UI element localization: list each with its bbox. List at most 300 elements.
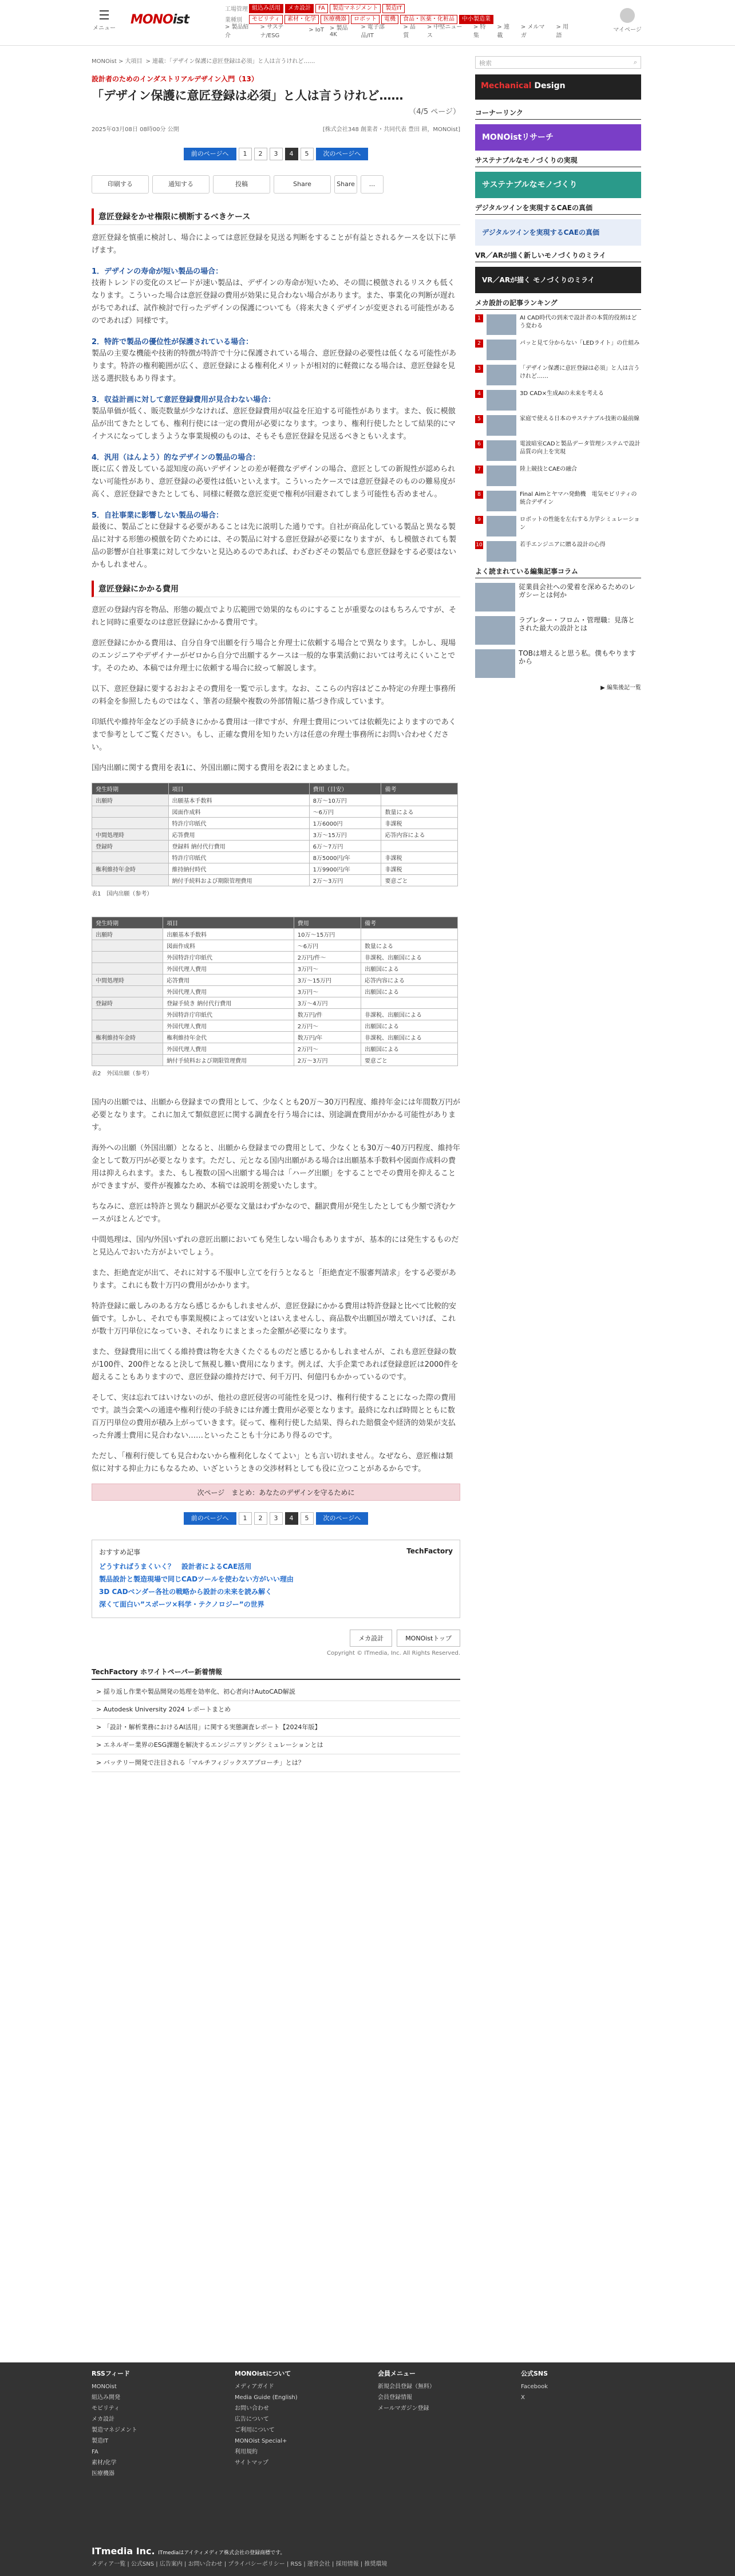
editorial-title: 従業員会社への愛着を深めるためのレガシーとは何か — [519, 583, 636, 599]
paragraph: 特許登録に厳しみのある方なら感じるかもしれませんが、意匠登録にかかる費用は特許登録と比べて比較的安価です。しかし、それでも事業規模によっては安いとはいえませんし、商品数や出願国が増えていけば、これが数十万円単位になっていき、それなりにまとまった金額が必要になります。 — [92, 1302, 457, 1336]
case-list — [92, 265, 460, 571]
footer-link[interactable]: メカ設計 — [92, 2416, 114, 2423]
table-row — [92, 1055, 458, 1066]
footer-link[interactable]: 広告について — [235, 2416, 269, 2423]
table-header: 費用 — [294, 917, 361, 929]
table-cell — [92, 1043, 163, 1055]
paragraph: ただし、「権利行使しても見合わないから権利化しなくてよい」とも言い切れません。なぜなら、意匠権は類似に対する抑止力にもなるため、いざというときの交渉材料としても役に立つことがあるからです。 — [92, 1452, 453, 1473]
table-cell: 権利維持年金時 — [92, 1032, 163, 1043]
table-cell: 納付手続料および期限管理費用 — [168, 875, 309, 886]
table-header: 備考 — [361, 917, 458, 929]
site-footer — [0, 2362, 735, 2576]
table-cell — [381, 841, 458, 852]
paragraph: 中間処理は、国内/外国いずれの意匠出願においても発生しない場合もありますが、基本的には発生するものだと見込んでおいた方がよいでしょう。 — [92, 1236, 459, 1257]
table-cell — [92, 986, 163, 997]
more-share-button[interactable]: ... — [361, 175, 384, 194]
series-label[interactable]: 設計者のためのインダストリアルデザイン入門（13） — [92, 75, 258, 83]
rank-number: 6 — [475, 440, 483, 448]
table-row — [92, 940, 458, 952]
table-cell: 3万〜15万円 — [309, 829, 381, 841]
whitepaper-link[interactable]: > エネルギー業界のESG課題を解決するエンジニアリングシミュレーションとは — [92, 1737, 460, 1754]
rank-thumbnail — [487, 314, 516, 335]
nav-link[interactable]: > 用語 — [556, 23, 568, 39]
table-row — [92, 997, 458, 1009]
rank-thumbnail — [487, 390, 516, 411]
nav-tag[interactable]: ロボット — [351, 15, 380, 24]
editorial-more-link[interactable]: ▶ 編集後記一覧 — [600, 685, 641, 691]
nav-tag[interactable]: 製造マネジメント — [330, 4, 381, 13]
nav-link[interactable]: > 製品紹介 — [225, 23, 249, 39]
cae-banner[interactable]: デジタルツインを実現するCAEの真価 — [475, 219, 641, 246]
paragraph: 国内の出願では、出願から登録までの費用として、少なくとも20万〜30万円程度、維持年金には年間数万円が必要となります。これに加えて類似意匠に関する調査を行う場合には、別途調査費用がかかる可能性があります。 — [92, 1098, 460, 1132]
rank-title: 「デザイン保護に意匠登録は必須」と人は言うけれど…… — [520, 365, 640, 380]
table-cell: 3万〜4万円 — [294, 997, 361, 1009]
page-number[interactable]: 4 — [285, 1512, 298, 1525]
whitepaper-link[interactable]: > 「設計・解析業務におけるAI活用」に関する実態調査レポート【2024年版】 — [92, 1719, 460, 1737]
mecha-design-button[interactable]: メカ設計 — [350, 1630, 392, 1647]
case-heading: 1．デザインの寿命が短い製品の場合： — [92, 267, 223, 276]
nav-tag[interactable]: 医療機器 — [321, 15, 349, 24]
nav-link[interactable]: > 中堅ニュース — [426, 23, 463, 39]
page-number[interactable]: 3 — [270, 1512, 283, 1525]
ranking-item[interactable] — [475, 365, 641, 385]
mypage-button[interactable] — [611, 8, 643, 33]
editorial-title: ラブレター・フロム・管理職：見落とされた最大の設計とは — [519, 616, 635, 632]
footer-links[interactable]: メディア一覧 | 公式SNS | 広告案内 | お問い合わせ | プライバシーポリシー | RSS | 運営会社 | 採用情報 | 推奨環境 — [92, 2561, 388, 2567]
table-cell: 応答費用 — [163, 975, 294, 986]
nav-link[interactable]: > 特集 — [473, 23, 486, 39]
rank-title: 3D CAD×生成AIの未来を考える — [520, 390, 604, 397]
page-number[interactable]: 3 — [270, 148, 283, 160]
ranking-list — [475, 314, 641, 562]
footer-link[interactable]: MONOist Special+ — [235, 2438, 287, 2444]
whitepaper-link[interactable]: > バッテリー開発で注目される「マルチフィジックスアプローチ」とは？ — [92, 1754, 460, 1772]
page-number[interactable]: 1 — [239, 148, 252, 160]
related-title: おすすめ記事 — [99, 1548, 141, 1556]
footer-link[interactable]: メールマガジン登録 — [378, 2405, 429, 2412]
nav-tag[interactable]: メカ設計 — [285, 4, 314, 13]
case-heading: 3．収益計画に対して意匠登録費用が見合わない場合： — [92, 396, 276, 404]
table-header: 備考 — [381, 783, 458, 795]
case-heading: 4．汎用（はんよう）的なデザインの製品の場合： — [92, 453, 260, 462]
table-cell: 出願国による — [361, 986, 458, 997]
corner-heading: コーナーリンク — [475, 108, 641, 120]
table-cell — [92, 963, 163, 975]
rank-number: 8 — [475, 491, 483, 499]
table-cell — [92, 1020, 163, 1032]
table-header: 項目 — [168, 783, 309, 795]
print-button[interactable]: 印刷する — [92, 175, 149, 194]
table-cell: 数量による — [381, 806, 458, 818]
table-cell: 応答内容による — [361, 975, 458, 986]
table-cell: 中間処理時 — [92, 829, 169, 841]
ranking-item[interactable] — [475, 466, 641, 486]
user-icon — [620, 8, 635, 23]
rank-thumbnail — [487, 415, 516, 436]
copyright: Copyright © ITmedia, Inc. All Rights Reserved. — [327, 1650, 460, 1656]
footer-link[interactable]: お問い合わせ — [235, 2405, 269, 2412]
footer-link[interactable]: 会員登録情報 — [378, 2394, 412, 2401]
table-cell: 外国代理人費用 — [163, 963, 294, 975]
next-page-button[interactable]: 次のページへ — [316, 148, 369, 160]
notify-button[interactable]: 通知する — [152, 175, 210, 194]
footer-bar — [92, 2546, 387, 2567]
paragraph: 国内出願に関する費用を表1に、外国出願に関する費用を表2にまとめました。 — [92, 764, 354, 772]
ranking-item[interactable] — [475, 415, 641, 436]
table-cell: 維持納付時代 — [168, 863, 309, 875]
ranking-item[interactable] — [475, 541, 641, 562]
related-link[interactable]: 3D CADベンダー各社の戦略から設計の未来を読み解く — [99, 1588, 272, 1596]
table-row — [92, 875, 458, 886]
footer-heading: RSSフィード — [92, 2370, 130, 2377]
table-cell — [92, 940, 163, 952]
footer-link[interactable]: 医療機器 — [92, 2471, 114, 2477]
table-cell: 数量による — [361, 940, 458, 952]
table-row — [92, 986, 458, 997]
paragraph: ちなみに、意匠は特許と異なり翻訳が必要な文量はわずかなので、翻訳費用が発生したとしても少額で済むケースがほとんどです。 — [92, 1202, 456, 1224]
page-title: 「デザイン保護に意匠登録は必須」と人は言うけれど…… — [92, 89, 404, 102]
whitepaper-link[interactable]: > 揺り返し作業や製品開発の処理を効率化、初心者向けAutoCAD解説 — [92, 1683, 460, 1701]
rank-title: 家庭で使える日本のサステナブル技術の最前線 — [520, 416, 639, 422]
table-row — [92, 863, 458, 875]
paragraph: また、登録費用に出てくる維持費は物を大きくたぐるものだと感じるかもしれませんが、これも意匠登録の数が100件、200件となると決して無視し難い費用になります。例えば、大手企業であれば登録意匠は2000件を超えることもありますので、意匠登録の維持だけで、何千万円、何億円もかかっているのです。 — [92, 1348, 459, 1382]
prev-page-button[interactable]: 前のページへ — [184, 148, 236, 160]
rank-number: 2 — [475, 340, 483, 348]
page-number[interactable]: 2 — [254, 1512, 267, 1525]
nav-tag[interactable]: 電機 — [381, 15, 398, 24]
monoist-top-button[interactable]: MONOistトップ — [397, 1630, 460, 1647]
nav-row-3 — [225, 23, 580, 39]
editorial-item[interactable] — [475, 616, 641, 645]
footer-link[interactable]: MONOist — [92, 2384, 117, 2390]
nav-tag[interactable]: 素材・化学 — [284, 15, 319, 24]
table-cell: 外国代理人費用 — [163, 1043, 294, 1055]
corner-heading: サステナブルなモノづくりの実現 — [475, 155, 641, 167]
table-cell: 2万円〜 — [294, 1043, 361, 1055]
table-cell — [92, 1055, 163, 1066]
brand-sub: ITmediaはアイティメディア株式会社の登録商標です。 — [158, 2550, 286, 2556]
nav-tag[interactable]: 製造IT — [382, 4, 405, 13]
whitepaper-heading: TechFactory ホワイトペーパー新着情報 — [92, 1667, 460, 1680]
page-number[interactable]: 5 — [301, 148, 314, 160]
section-heading: 意匠登録にかかる費用 — [92, 581, 460, 597]
table-cell: 登録手続き 納付代行費用 — [163, 997, 294, 1009]
paragraph: また、拒絶査定が出て、それに対する不服申し立てを行うとなると「拒絶査定不服審判請求」をする必要があります。これにも数十万円の費用がかかります。 — [92, 1269, 456, 1290]
whitepaper-list — [92, 1683, 460, 1772]
search-icon[interactable]: ⌕ — [633, 58, 637, 66]
paragraph: 意匠の登録内容を物品、形態の観点でより広範囲で効果的なものにすることが重要なのはもちろんですが、それと同時に重要なのは意匠登録にかかる費用です。 — [92, 606, 457, 627]
footer-link[interactable]: メディアガイド — [235, 2384, 274, 2390]
table-cell: 出願時 — [92, 795, 169, 806]
ranking-item[interactable] — [475, 390, 641, 411]
editorial-thumbnail — [475, 616, 515, 645]
table-cell: 外国特許庁印紙代 — [163, 1009, 294, 1020]
x-post-button[interactable]: 投稿 — [213, 175, 270, 194]
page-number[interactable]: 4 — [285, 148, 298, 160]
table-cell: 応答内容による — [381, 829, 458, 841]
rank-thumbnail — [487, 365, 516, 385]
nav-link[interactable]: > 製品4K — [329, 25, 348, 38]
table-row — [92, 975, 458, 986]
nav-tag[interactable]: モビリティ — [249, 15, 283, 24]
pagination — [92, 1512, 460, 1525]
table-cell: 2万円/件〜 — [294, 952, 361, 963]
techfactory-logo: TechFactory — [406, 1547, 453, 1555]
next-page-button[interactable]: 次のページへ — [316, 1512, 369, 1525]
table-row — [92, 841, 458, 852]
table-cell: 2万円〜 — [294, 1020, 361, 1032]
paragraph: 最後に、製品ごとに登録する必要があることは先に説明した通りです。自社が商品化している製品と異なる製品に対する形態の模倣を防ぐためには、その製品に対する意匠登録が必要になりますが、もし模倣されても製品の影響が自社事業に対して少ないと見込めるのであれば、わざわざその製品でも意匠登録をする必要はないかもしれません。 — [92, 523, 457, 569]
research-banner[interactable]: MONOistリサーチ — [475, 124, 641, 151]
table-row — [92, 952, 458, 963]
ranking-item[interactable] — [475, 491, 641, 511]
table-cell: 非課税、出願国による — [361, 952, 458, 963]
table-row — [92, 929, 458, 940]
footer-link[interactable]: X — [521, 2394, 525, 2401]
nav-tag[interactable]: 食品・医薬・化粧品 — [400, 15, 457, 24]
table-cell: 外国代理人費用 — [163, 986, 294, 997]
hamburger-icon: ☰ — [98, 9, 110, 23]
site-logo[interactable] — [131, 13, 189, 27]
table-cell: 8万5000円/年 — [309, 852, 381, 863]
ranking-heading: メカ設計の記事ランキング — [475, 298, 641, 310]
table-cell: 2万〜3万円 — [294, 1055, 361, 1066]
case-heading: 5．自社事業に影響しない製品の場合： — [92, 511, 224, 520]
nav-link[interactable]: > 連載 — [497, 23, 509, 39]
editorial-item[interactable] — [475, 649, 641, 678]
table-cell: 1万6000円 — [309, 818, 381, 829]
nav-link[interactable]: > メルマガ — [520, 23, 545, 39]
footer-link[interactable]: 製造マネジメント — [92, 2427, 137, 2433]
table-cell — [92, 852, 169, 863]
table-cell: 中間処理時 — [92, 975, 163, 986]
editorial-heading: よく読まれている編集記事コラム — [475, 566, 641, 578]
rank-title: AI CAD時代の到来で設計者の本質的役割はどう変わる — [520, 315, 637, 329]
nav-tag[interactable]: FA — [315, 4, 328, 13]
table-header: 発生時期 — [92, 917, 163, 929]
paragraph: そして、実は忘れてはいけないのが、他社の意匠侵害の可能性を見つけ、権利行使することになった際の費用です。談当会業への通達や権利行使の手続きには弁護士費用が必要となります。最終になれば時間とともに数百万円単位の費用が積み上がっていきます。従って、権利行使した結果、得られた賠償金や経済的効果が支払った弁護士費用に見合わない……といったことも十分にあり得るのです。 — [92, 1394, 456, 1440]
itmedia-logo[interactable]: ITmedia Inc. — [92, 2546, 155, 2557]
table-cell: 〜6万円 — [294, 940, 361, 952]
rank-title: Final Aimとヤマハ発動機 電気モビリティの統合デザイン — [520, 491, 637, 506]
footer-heading: 会員メニュー — [378, 2370, 416, 2377]
footer-heading: 公式SNS — [521, 2370, 548, 2377]
footer-link[interactable]: ご利用について — [235, 2427, 275, 2433]
table-cell: 出願基本手数料 — [168, 795, 309, 806]
nav-link[interactable]: > IoT — [309, 27, 324, 33]
table-cell: 外国特許庁印紙代 — [163, 952, 294, 963]
table-row — [92, 1020, 458, 1032]
pagination — [92, 148, 460, 160]
footer-link[interactable]: モビリティ — [92, 2405, 120, 2412]
table-cell: 数万円/年 — [294, 1032, 361, 1043]
table-cell: 特許庁印紙代 — [168, 818, 309, 829]
footer-link[interactable]: FA — [92, 2449, 98, 2455]
breadcrumb-item[interactable]: > 連載：「デザイン保護に意匠登録は必須」と人は言うけれど…… — [145, 58, 315, 65]
rank-title: 電波暗室CADと製品データ管理システムで設計品質の向上を実現 — [520, 441, 641, 455]
cost-table-foreign — [92, 917, 458, 1066]
footer-link[interactable]: 組込み開発 — [92, 2394, 120, 2401]
rank-thumbnail — [487, 466, 516, 486]
ranking-item[interactable] — [475, 516, 641, 536]
footer-link[interactable]: Facebook — [521, 2384, 548, 2390]
nav-tag[interactable]: 中小製造業 — [459, 15, 493, 24]
table-row — [92, 1043, 458, 1055]
table-cell: 特許庁印紙代 — [168, 852, 309, 863]
menu-button[interactable] — [93, 9, 116, 31]
table-cell — [92, 806, 169, 818]
footer-link[interactable]: 利用規約 — [235, 2449, 258, 2455]
category-nav — [225, 3, 580, 39]
table-cell: 非課税 — [381, 863, 458, 875]
table-cell: 2万〜3万円 — [309, 875, 381, 886]
rank-number: 10 — [476, 542, 483, 548]
footer-link[interactable]: サイトマップ — [235, 2460, 268, 2466]
table-caption: 表2 外国出願（参考） — [92, 1071, 153, 1077]
nav-link[interactable]: > サステナ/ESG — [260, 23, 284, 39]
related-link[interactable]: どうすればうまくいく？ 設計者によるCAE活用 — [99, 1563, 252, 1571]
table-cell: 納付手続料および期限管理費用 — [163, 1055, 294, 1066]
sustainable-banner[interactable]: サステナブルなモノづくり — [475, 172, 641, 198]
footer-rss — [92, 2368, 137, 2479]
editorial-item[interactable] — [475, 583, 641, 612]
whitepaper-link[interactable]: > Autodesk University 2024 レポートまとめ — [92, 1701, 460, 1719]
ranking-item[interactable] — [475, 440, 641, 461]
table-cell: 応答費用 — [168, 829, 309, 841]
paragraph: 印紙代や維持年金などの手続きにかかる費用は一律ですが、弁理士費用については依頼先によりますのであくまで参考としてご覧ください。もし、正確な費用を知りたい方は任意の弁理士事務所にお問い合わせください。 — [92, 718, 456, 752]
table-cell — [92, 818, 169, 829]
author: [株式会社348 創業者・共同代表 豊田 耕，MONOist] — [322, 127, 460, 133]
table-cell: 登録料 納付代行費用 — [168, 841, 309, 852]
paragraph: 意匠登録を慎重に検討し、場合によっては意匠登録を見送る判断をすることが有益とされるケースを以下に挙げます。 — [92, 234, 456, 255]
table-cell: 要意ごと — [361, 1055, 458, 1066]
paragraph: 意匠登録にかかる費用は、自分自身で出願を行う場合と弁理士に依頼する場合とで異なります。しかし、現場のエンジニアやデザイナーがゼロから自分で出願するケースは一般的な事業活動においては考えにくいことです。そのため、本稿では弁理士に依頼する場合に絞って解説します。 — [92, 639, 456, 673]
table-cell: 出願国による — [361, 1020, 458, 1032]
editorial-list — [475, 583, 641, 678]
table-row — [92, 963, 458, 975]
table-cell: 非課税、出願国による — [361, 1032, 458, 1043]
page-number[interactable]: 5 — [301, 1512, 314, 1525]
footer-heading: MONOistについて — [235, 2370, 291, 2377]
rank-number: 4 — [475, 390, 483, 398]
md-a: Mechanical — [481, 81, 532, 90]
ranking-item[interactable] — [475, 314, 641, 335]
table-cell: 数万円/件 — [294, 1009, 361, 1020]
rank-number: 7 — [475, 466, 483, 474]
table-cell: 3万円〜 — [294, 963, 361, 975]
rank-number: 5 — [475, 415, 483, 423]
logo-text-b: ist — [172, 13, 189, 27]
footer-member — [378, 2368, 435, 2414]
table-row — [92, 852, 458, 863]
editorial-thumbnail — [475, 583, 515, 612]
footer-link[interactable]: 新規会員登録（無料） — [378, 2384, 435, 2390]
editorial-thumbnail — [475, 649, 515, 678]
table-row — [92, 1009, 458, 1020]
nav-tag[interactable]: 組込み活用 — [249, 4, 283, 13]
table-row — [92, 795, 458, 806]
corner-heading: デジタルツインを実現するCAEの真価 — [475, 203, 641, 215]
table-cell: 1万9900円/年 — [309, 863, 381, 875]
table-cell: 〜6万円 — [309, 806, 381, 818]
page-number[interactable]: 1 — [239, 1512, 252, 1525]
prev-page-button[interactable]: 前のページへ — [184, 1512, 236, 1525]
table-cell: 8万〜10万円 — [309, 795, 381, 806]
mechanical-design-banner[interactable] — [475, 74, 641, 100]
ranking-item[interactable] — [475, 340, 641, 360]
nav-link[interactable]: > 電子部品/IT — [361, 23, 385, 39]
share-bar — [92, 175, 460, 194]
related-articles — [92, 1540, 460, 1618]
facebook-share-button[interactable]: Share — [274, 175, 331, 194]
nav-row-1 — [249, 4, 406, 13]
rank-thumbnail — [487, 516, 516, 536]
table-cell: 出願国による — [361, 1043, 458, 1055]
table-cell — [92, 875, 169, 886]
table-cell: 3万円〜 — [294, 986, 361, 997]
publish-date: 2025年03月08日 08時00分 公開 — [92, 127, 179, 133]
search-input[interactable] — [475, 56, 641, 69]
mypage-label: マイページ — [613, 27, 642, 33]
footer-link[interactable]: Media Guide (English) — [235, 2394, 298, 2401]
table-cell: 非課税 — [381, 818, 458, 829]
table-row — [92, 818, 458, 829]
footer-link[interactable]: 素材/化学 — [92, 2460, 117, 2466]
menu-label: メニュー — [93, 25, 116, 31]
main-content — [92, 56, 460, 1772]
table-cell: 3万〜15万円 — [294, 975, 361, 986]
next-page-link[interactable]: 次ページ まとめ：あなたのデザインを守るために — [92, 1484, 460, 1501]
table-cell: 登録時 — [92, 997, 163, 1009]
editorial-title: TOBは増えると思う私。僕もやりますから — [519, 649, 637, 665]
footer-link[interactable]: 製造IT — [92, 2438, 109, 2444]
footer-sns — [521, 2368, 548, 2403]
rank-thumbnail — [487, 340, 516, 360]
table-caption: 表1 国内出願（参考） — [92, 891, 153, 897]
breadcrumb — [92, 56, 460, 65]
rank-thumbnail — [487, 440, 516, 461]
paragraph: 以下、意匠登録に要するおおよその費用を一覧で示します。なお、ここらの内容はどこか特定の弁理士事務所の料金を参照したものではなく、筆者の経験や複数の外部情報に基づき作成しています。 — [92, 685, 456, 706]
vr-banner[interactable]: VR／ARが描く モノづくりのミライ — [475, 267, 641, 293]
md-b: Design — [531, 81, 566, 90]
nav-row-label: 業種別 — [225, 17, 242, 23]
table-row — [92, 829, 458, 841]
table-cell: 10万〜15万円 — [294, 929, 361, 940]
table-cell: 6万〜7万円 — [309, 841, 381, 852]
breadcrumb-item[interactable]: MONOist > 大項目 — [92, 58, 143, 65]
case-heading: 2．特許で製品の優位性が保護されている場合： — [92, 338, 254, 346]
table-cell — [92, 952, 163, 963]
article-meta — [92, 124, 460, 133]
rank-title: 若手エンジニアに贈る設計の心得 — [520, 542, 606, 548]
table-cell: 図面作成料 — [168, 806, 309, 818]
rank-title: ロボットの性能を左右する力学シミュレーション — [520, 516, 640, 531]
table-cell: 非課税 — [381, 852, 458, 863]
page-count: （4/5 ページ） — [409, 108, 460, 116]
table-cell — [361, 997, 458, 1009]
nav-link[interactable]: > 品質 — [403, 23, 416, 39]
hatena-share-button[interactable]: Share — [334, 175, 357, 194]
search-placeholder: 検索 — [479, 60, 492, 67]
nav-row-label: 工場管理 — [225, 6, 248, 13]
related-link[interactable]: 深くて面白い”スポーツ×科学・テクノロジー”の世界 — [99, 1600, 264, 1608]
table-header: 費用（目安） — [309, 783, 381, 795]
page-number[interactable]: 2 — [254, 148, 267, 160]
rank-number: 3 — [475, 365, 483, 373]
footer-about — [235, 2368, 298, 2468]
table-cell: 外国代理人費用 — [163, 1020, 294, 1032]
related-link[interactable]: 製品設計と製造現場で同じCADツールを使わない方がいい理由 — [99, 1575, 294, 1583]
